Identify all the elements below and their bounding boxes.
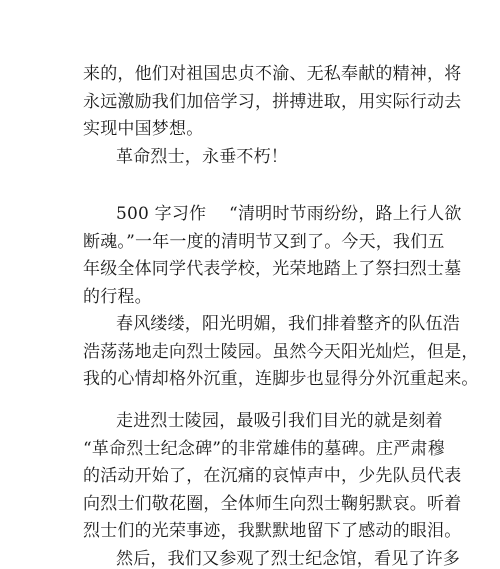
text-line: 革命烈士，永垂不朽！ <box>116 147 288 167</box>
text-line: 烈士们的光荣事迹，我默默地留下了感动的眼泪。 <box>83 521 462 541</box>
text-line: 年级全体同学代表学校，光荣地踏上了祭扫烈士墓 <box>83 259 462 279</box>
text-line: 来的，他们对祖国忠贞不渝、无私奉献的精神，将 <box>83 64 462 84</box>
text-line: 实现中国梦想。 <box>83 119 204 139</box>
text-line: 春风缕缕，阳光明媚，我们排着整齐的队伍浩 <box>116 314 460 334</box>
text-line: 浩荡荡地走向烈士陵园。虽然今天阳光灿烂，但是， <box>83 342 479 362</box>
text-line: “革命烈士纪念碑”的非常雄伟的墓碑。庄严肃穆 <box>83 439 445 459</box>
text-line: 我的心情却格外沉重，连脚步也显得分外沉重起来。 <box>83 369 479 389</box>
text-line: 的活动开始了，在沉痛的哀悼声中，少先队员代表 <box>83 466 462 486</box>
text-line: 向烈士们敬花圈，全体师生向烈士鞠躬默哀。听着 <box>83 494 462 514</box>
text-line: 然后，我们又参观了烈士纪念馆，看见了许多 <box>116 549 460 569</box>
text-line: 断魂。”一年一度的清明节又到了。今天，我们五 <box>83 232 445 252</box>
text-line: 的行程。 <box>83 287 152 307</box>
text-line: 走进烈士陵园，最吸引我们目光的就是刻着 <box>116 411 443 431</box>
text-line: 永远激励我们加倍学习，拼搏进取，用实际行动去 <box>83 92 462 112</box>
text-line: 500 字习作 “清明时节雨纷纷，路上行人欲 <box>116 204 462 224</box>
